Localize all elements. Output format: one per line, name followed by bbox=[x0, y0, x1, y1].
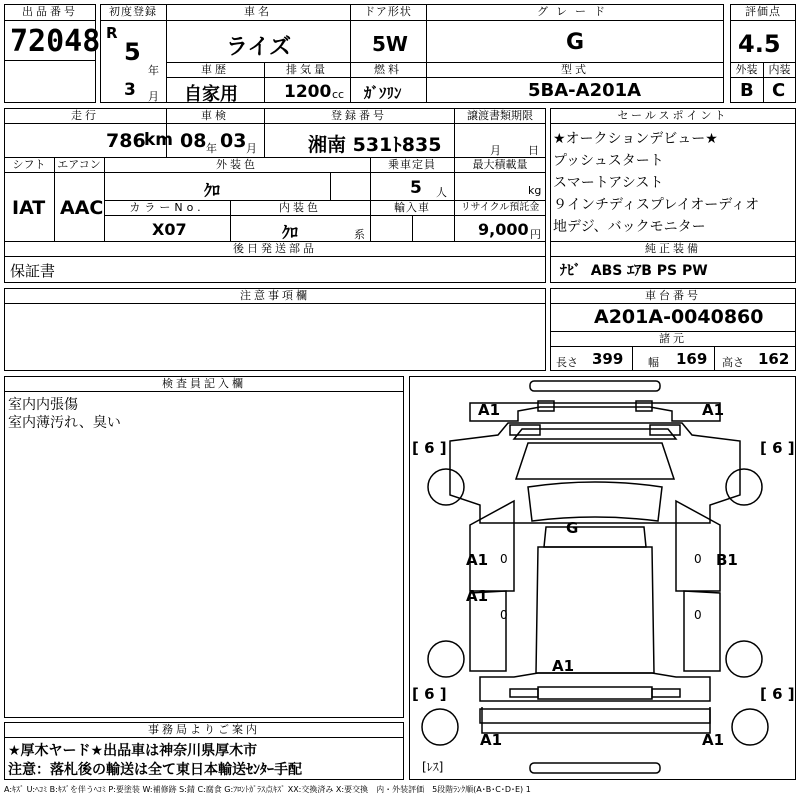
grade: G bbox=[566, 30, 585, 55]
transfer-label: 譲渡書類期限 bbox=[467, 109, 533, 122]
color-label: 外装色 bbox=[216, 158, 258, 171]
ext-grade: B bbox=[740, 80, 754, 101]
mileage-label: 走行 bbox=[71, 109, 99, 122]
inspector-note-2: 室内薄汚れ、臭い bbox=[8, 415, 121, 431]
car-diagram bbox=[410, 377, 796, 779]
import-label: 輸入車 bbox=[394, 201, 430, 214]
interior-color-label: 内装色 bbox=[279, 201, 321, 214]
transfer-day: 日 bbox=[528, 144, 539, 157]
interior-color: ｸﾛ bbox=[282, 223, 299, 242]
reg-month: 3 bbox=[124, 80, 136, 100]
notes-label: 注意事項欄 bbox=[240, 289, 310, 302]
year-unit: 年 bbox=[148, 64, 159, 77]
car-name: ライズ bbox=[226, 35, 292, 60]
displacement-label: 排気量 bbox=[286, 63, 328, 76]
inspection-label: 車検 bbox=[201, 109, 229, 122]
later-parts-label: 後日発送部品 bbox=[233, 242, 317, 255]
mark-tire-front-right: [ 6 ] bbox=[760, 439, 795, 457]
score-label: 評価点 bbox=[745, 5, 781, 18]
mark-zero-1: 0 bbox=[500, 552, 508, 566]
car-name-label: 車名 bbox=[244, 5, 272, 18]
plate-number: 湘南 531ﾄ835 bbox=[308, 134, 442, 156]
color-no: X07 bbox=[152, 220, 187, 239]
length-label: 長さ bbox=[556, 356, 578, 369]
mark-tire-front-left: [ 6 ] bbox=[412, 439, 447, 457]
inspection-year-unit: 年 bbox=[206, 142, 217, 155]
shift-label: シフト bbox=[12, 158, 46, 171]
ac: AAC bbox=[60, 197, 104, 219]
mark-zero-2: 0 bbox=[694, 552, 702, 566]
office-label: 事務局よりご案内 bbox=[148, 723, 260, 736]
inspector-note-1: 室内内張傷 bbox=[8, 397, 78, 413]
ext-label: 外装 bbox=[735, 63, 758, 76]
length: 399 bbox=[592, 350, 624, 368]
mark-a1-front-left: A1 bbox=[478, 401, 501, 419]
recycle-label: リサイクル預託金 bbox=[460, 202, 540, 213]
mileage: 786 bbox=[106, 130, 146, 152]
displacement-unit: cc bbox=[332, 88, 345, 101]
ac-label: エアコン bbox=[57, 158, 101, 171]
office-note-1: ★厚木ヤード★出品車は神奈川県厚木市 bbox=[8, 743, 258, 759]
first-reg-label: 初度登録 bbox=[109, 5, 157, 18]
mark-less: [ﾚｽ] bbox=[422, 760, 444, 774]
equipment: ﾅﾋﾞ ABS ｴｱB PS PW bbox=[560, 263, 708, 279]
mark-tire-rear-left: [ 6 ] bbox=[412, 685, 447, 703]
height-label: 高さ bbox=[722, 356, 744, 369]
sales-point-4: ９インチディスプレイオーディオ bbox=[553, 197, 760, 213]
mark-zero-4: 0 bbox=[694, 608, 702, 622]
model-label: 型式 bbox=[561, 63, 589, 76]
load-label: 最大積載量 bbox=[472, 158, 528, 171]
shift: IAT bbox=[12, 197, 46, 219]
mark-trunk: A1 bbox=[552, 657, 575, 675]
capacity-label: 乗車定員 bbox=[388, 158, 436, 171]
mark-tire-rear-right: [ 6 ] bbox=[760, 685, 795, 703]
mark-front-door-right: B1 bbox=[716, 551, 738, 569]
mark-front-door-left: A1 bbox=[466, 551, 489, 569]
sales-point-3: スマートアシスト bbox=[553, 175, 664, 191]
later-parts: 保証書 bbox=[10, 262, 56, 280]
inspection-year: 08 bbox=[180, 130, 207, 152]
office-note-2: 注意：落札後の輸送は全て東日本輸送ｾﾝﾀｰ手配 bbox=[8, 762, 302, 778]
score: 4.5 bbox=[738, 30, 781, 58]
mark-a1-rear-left: A1 bbox=[480, 731, 503, 749]
month-unit: 月 bbox=[148, 90, 159, 103]
recycle-unit: 円 bbox=[530, 228, 541, 241]
transfer-month: 月 bbox=[490, 144, 501, 157]
reg-year: 5 bbox=[124, 38, 141, 66]
grade-label: グレード bbox=[537, 5, 613, 18]
door-type: 5W bbox=[372, 32, 408, 56]
capacity-unit: 人 bbox=[436, 186, 447, 199]
history: 自家用 bbox=[184, 84, 238, 105]
sales-point-5: 地デジ、バックモニター bbox=[553, 219, 706, 235]
fuel-label: 燃料 bbox=[374, 63, 402, 76]
chassis-label: 車台番号 bbox=[645, 289, 701, 302]
mark-a1-rear-right: A1 bbox=[702, 731, 725, 749]
color-no-label: カラーNo. bbox=[129, 201, 205, 214]
inspection-month: 03 bbox=[220, 130, 247, 152]
displacement: 1200 bbox=[284, 82, 332, 102]
width: 169 bbox=[676, 350, 708, 368]
chassis-number: A201A-0040860 bbox=[594, 306, 764, 328]
spec-label: 諸元 bbox=[659, 332, 687, 345]
inspection-month-unit: 月 bbox=[246, 142, 257, 155]
equipment-label: 純正装備 bbox=[645, 242, 701, 255]
int-label: 内装 bbox=[768, 63, 791, 76]
era: R bbox=[106, 24, 118, 42]
height: 162 bbox=[758, 350, 790, 368]
inspector-label: 検査員記入欄 bbox=[162, 377, 246, 390]
load-unit: kg bbox=[528, 184, 542, 197]
mark-zero-3: 0 bbox=[500, 608, 508, 622]
exterior-color: ｸﾛ bbox=[204, 181, 221, 200]
history-label: 車歴 bbox=[201, 63, 229, 76]
fuel: ｶﾞｿﾘﾝ bbox=[364, 84, 402, 102]
int-grade: C bbox=[772, 80, 786, 101]
sales-point-1: ★オークションデビュー★ bbox=[553, 131, 718, 147]
capacity: 5 bbox=[410, 178, 422, 198]
sales-point-2: プッシュスタート bbox=[553, 153, 664, 169]
door-label: ドア形状 bbox=[364, 5, 412, 18]
mark-roof: G bbox=[566, 519, 579, 537]
width-label: 幅 bbox=[648, 356, 659, 369]
lot-number: 72048 bbox=[10, 24, 101, 59]
recycle-fee: 9,000 bbox=[478, 220, 529, 239]
lot-number-label: 出品番号 bbox=[22, 5, 78, 18]
plate-label: 登録番号 bbox=[331, 109, 387, 122]
mark-rear-door-left: A1 bbox=[466, 587, 489, 605]
model: 5BA-A201A bbox=[528, 80, 642, 101]
legend: A:ｷｽﾞ U:ﾍｺﾐ B:ｷｽﾞを伴うﾍｺﾐ P:要塗装 W:補修跡 S:錆 C:腐食 G:ﾌﾛﾝﾄｶﾞﾗｽ点ｷｽﾞ XX:交換済み X:要交換 内・外装評価 5段階ﾗﾝｸ順(A･B･C･D･E) 1 bbox=[4, 785, 531, 794]
mileage-unit: km bbox=[144, 130, 174, 150]
mark-a1-front-right: A1 bbox=[702, 401, 725, 419]
sales-points-label: セールスポイント bbox=[617, 109, 729, 122]
interior-color-suffix: 系 bbox=[354, 228, 365, 241]
